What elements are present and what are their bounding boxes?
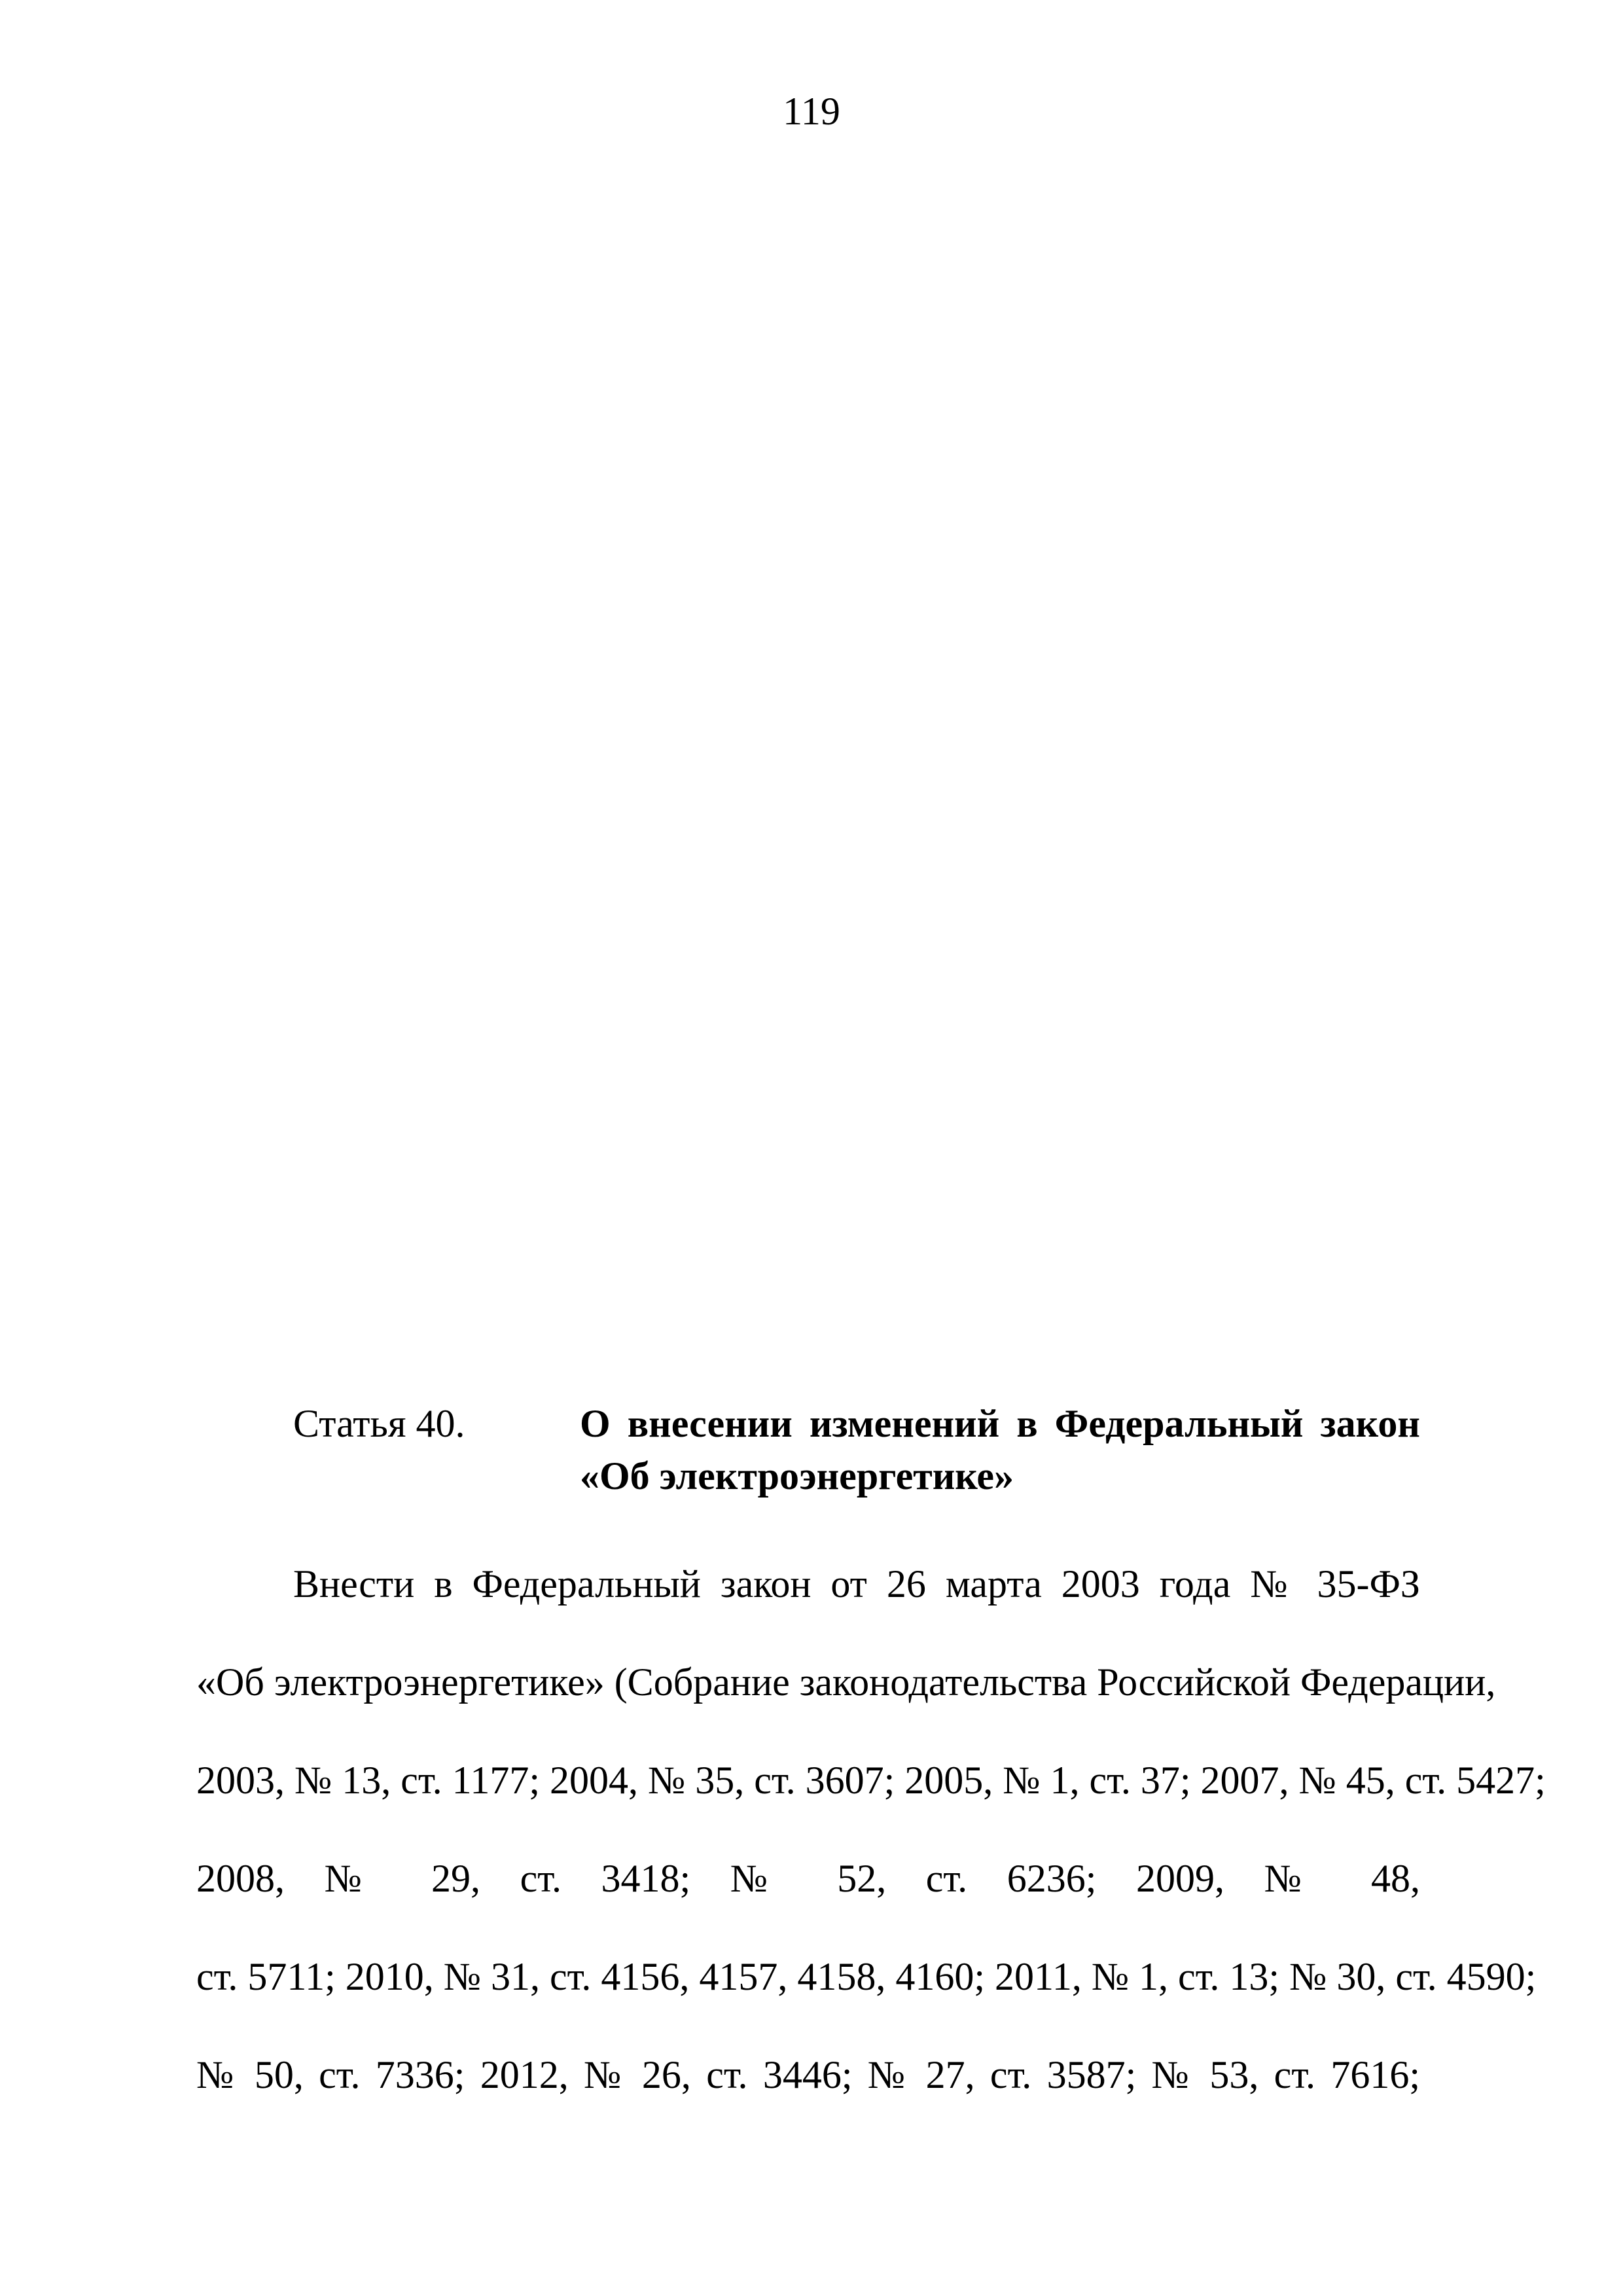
body-line-3: 2003, № 13, ст. 1177; 2004, № 35, ст. 3607; 2005, № 1, ст. 37; 2007, № 45, ст. 5427; bbox=[196, 1759, 1546, 1802]
page-number: 119 bbox=[783, 90, 840, 133]
body-line-5: ст. 5711; 2010, № 31, ст. 4156, 4157, 4158, 4160; 2011, № 1, ст. 13; № 30, ст. 4590; bbox=[196, 1955, 1537, 1998]
article-body bbox=[196, 1558, 1546, 2147]
body-line-6: № 50, ст. 7336; 2012, № 26, ст. 3446; № 27, ст. 3587; № 53, ст. 7616; bbox=[196, 2053, 1420, 2096]
article-label: Статья 40. bbox=[293, 1402, 465, 1445]
article-title-line-2: «Об электроэнергетике» bbox=[580, 1454, 1014, 1498]
article-title-line-1: О внесении изменений в Федеральный закон bbox=[580, 1402, 1420, 1445]
article-heading bbox=[293, 1397, 1420, 1502]
body-line-1: Внести в Федеральный закон от 26 марта 2003 года № 35-ФЗ bbox=[293, 1562, 1420, 1605]
article-title bbox=[580, 1397, 1420, 1502]
body-line-2: «Об электроэнергетике» (Собрание законодательства Российской Федерации, bbox=[196, 1660, 1496, 1704]
body-line-4: 2008, № 29, ст. 3418; № 52, ст. 6236; 2009, № 48, bbox=[196, 1857, 1420, 1900]
